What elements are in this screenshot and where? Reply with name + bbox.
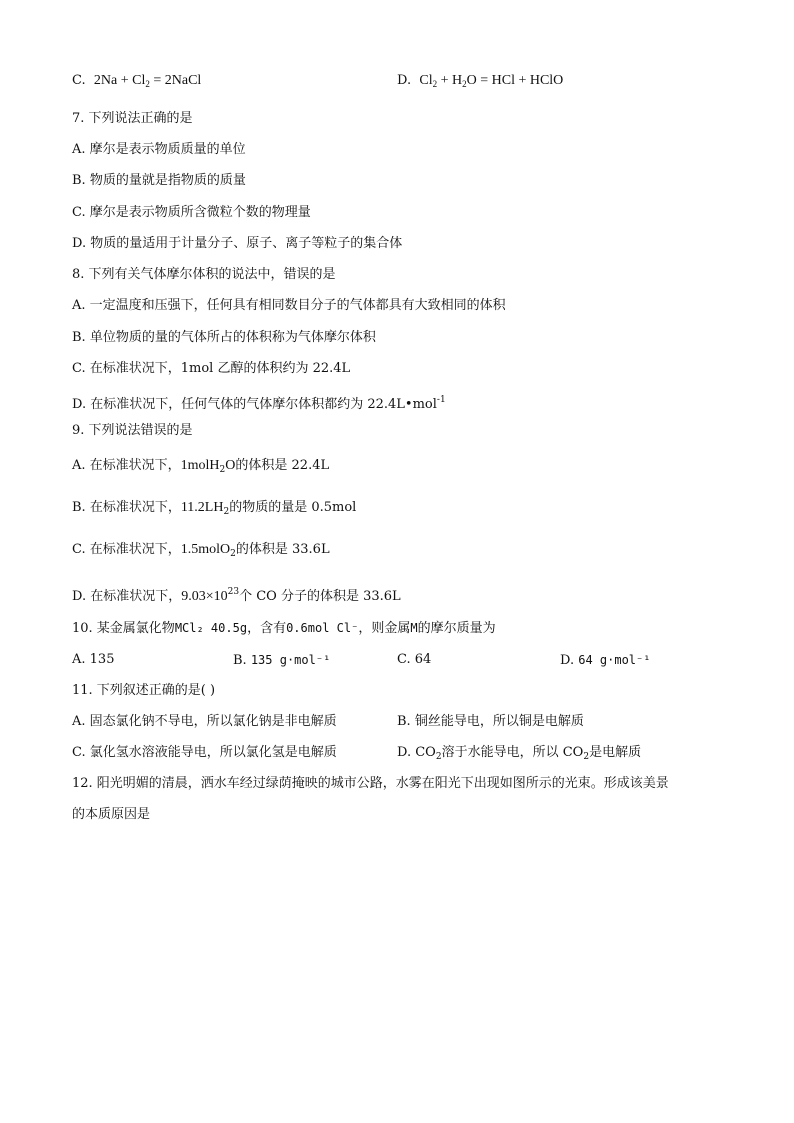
q9-option-c: C. 在标准状况下，1.5molO$_2$的体积是 33.6L [72, 542, 330, 559]
q11-stem: 11. 下列叙述正确的是( ) [72, 683, 216, 698]
q7-option-a: A. 摩尔是表示物质质量的单位 [72, 142, 246, 157]
q7-option-c: C. 摩尔是表示物质所含微粒个数的物理量 [72, 205, 311, 220]
q11-option-c: C. 氯化氢水溶液能导电，所以氯化氢是电解质 [72, 745, 337, 760]
q9-stem: 9. 下列说法错误的是 [72, 423, 193, 438]
q10-stem: 10. 某金属氯化物MCl₂ 40.5g，含有0.6mol Cl⁻，则金属M的摩尔质量为 [72, 621, 496, 636]
q8-option-b: B. 单位物质的量的气体所占的体积称为气体摩尔体积 [72, 330, 376, 345]
q10-option-c: C. 64 [397, 652, 432, 667]
q11-option-d: D. $CO_2$溶于水能导电，所以 $CO_2$是电解质 [397, 745, 642, 762]
q7-stem: 7. 下列说法正确的是 [72, 111, 193, 126]
q6-option-c-formula: $2Na + Cl_2$ = 2NaCl [93, 73, 202, 89]
q12-stem-line2: 的本质原因是 [72, 807, 151, 822]
q7-option-d: D. 物质的量适用于计量分子、原子、离子等粒子的集合体 [72, 236, 403, 251]
q6-option-d: D. $Cl_2 + H_2O$ = HCl + HClO [397, 73, 564, 89]
q11-option-b: B. 铜丝能导电，所以铜是电解质 [397, 714, 584, 729]
q7-option-b: B. 物质的量就是指物质的质量 [72, 173, 246, 188]
q11-option-a: A. 固态氯化钠不导电，所以氯化钠是非电解质 [72, 714, 337, 729]
q8-option-a: A. 一定温度和压强下，任何具有相同数目分子的气体都具有大致相同的体积 [72, 298, 506, 313]
q9-option-d: D. 在标准状况下，$9.03\times 10^{23}$个 CO 分子的体积是 33.6L [72, 587, 401, 604]
q8-option-c: C. 在标准状况下，1mol 乙醇的体积约为 22.4L [72, 361, 351, 376]
q6-option-d-formula: $Cl_2 + H_2O$ = HCl + HClO [419, 73, 564, 89]
q6-option-c: C. $2Na + Cl_2$ = 2NaCl [72, 73, 202, 89]
q10-option-b: B. 135 g·mol⁻¹ [233, 653, 331, 668]
q10-option-a: A. 135 [72, 652, 115, 667]
q8-stem: 8. 下列有关气体摩尔体积的说法中，错误的是 [72, 267, 336, 282]
q12-stem-line1: 12. 阳光明媚的清晨，洒水车经过绿荫掩映的城市公路，水雾在阳光下出现如图所示的光束。形成该美景 [72, 776, 669, 791]
q9-option-a: A. 在标准状况下，1molH$_2$O的体积是 22.4L [72, 458, 330, 475]
q9-option-b: B. 在标准状况下，$11.2LH_2$的物质的量是 0.5mol [72, 500, 357, 517]
q10-option-d: D. 64 g·mol⁻¹ [560, 653, 651, 668]
q8-option-d: D. 在标准状况下，任何气体的气体摩尔体积都约为 22.4L•mol$^{-1}$ [72, 395, 446, 412]
